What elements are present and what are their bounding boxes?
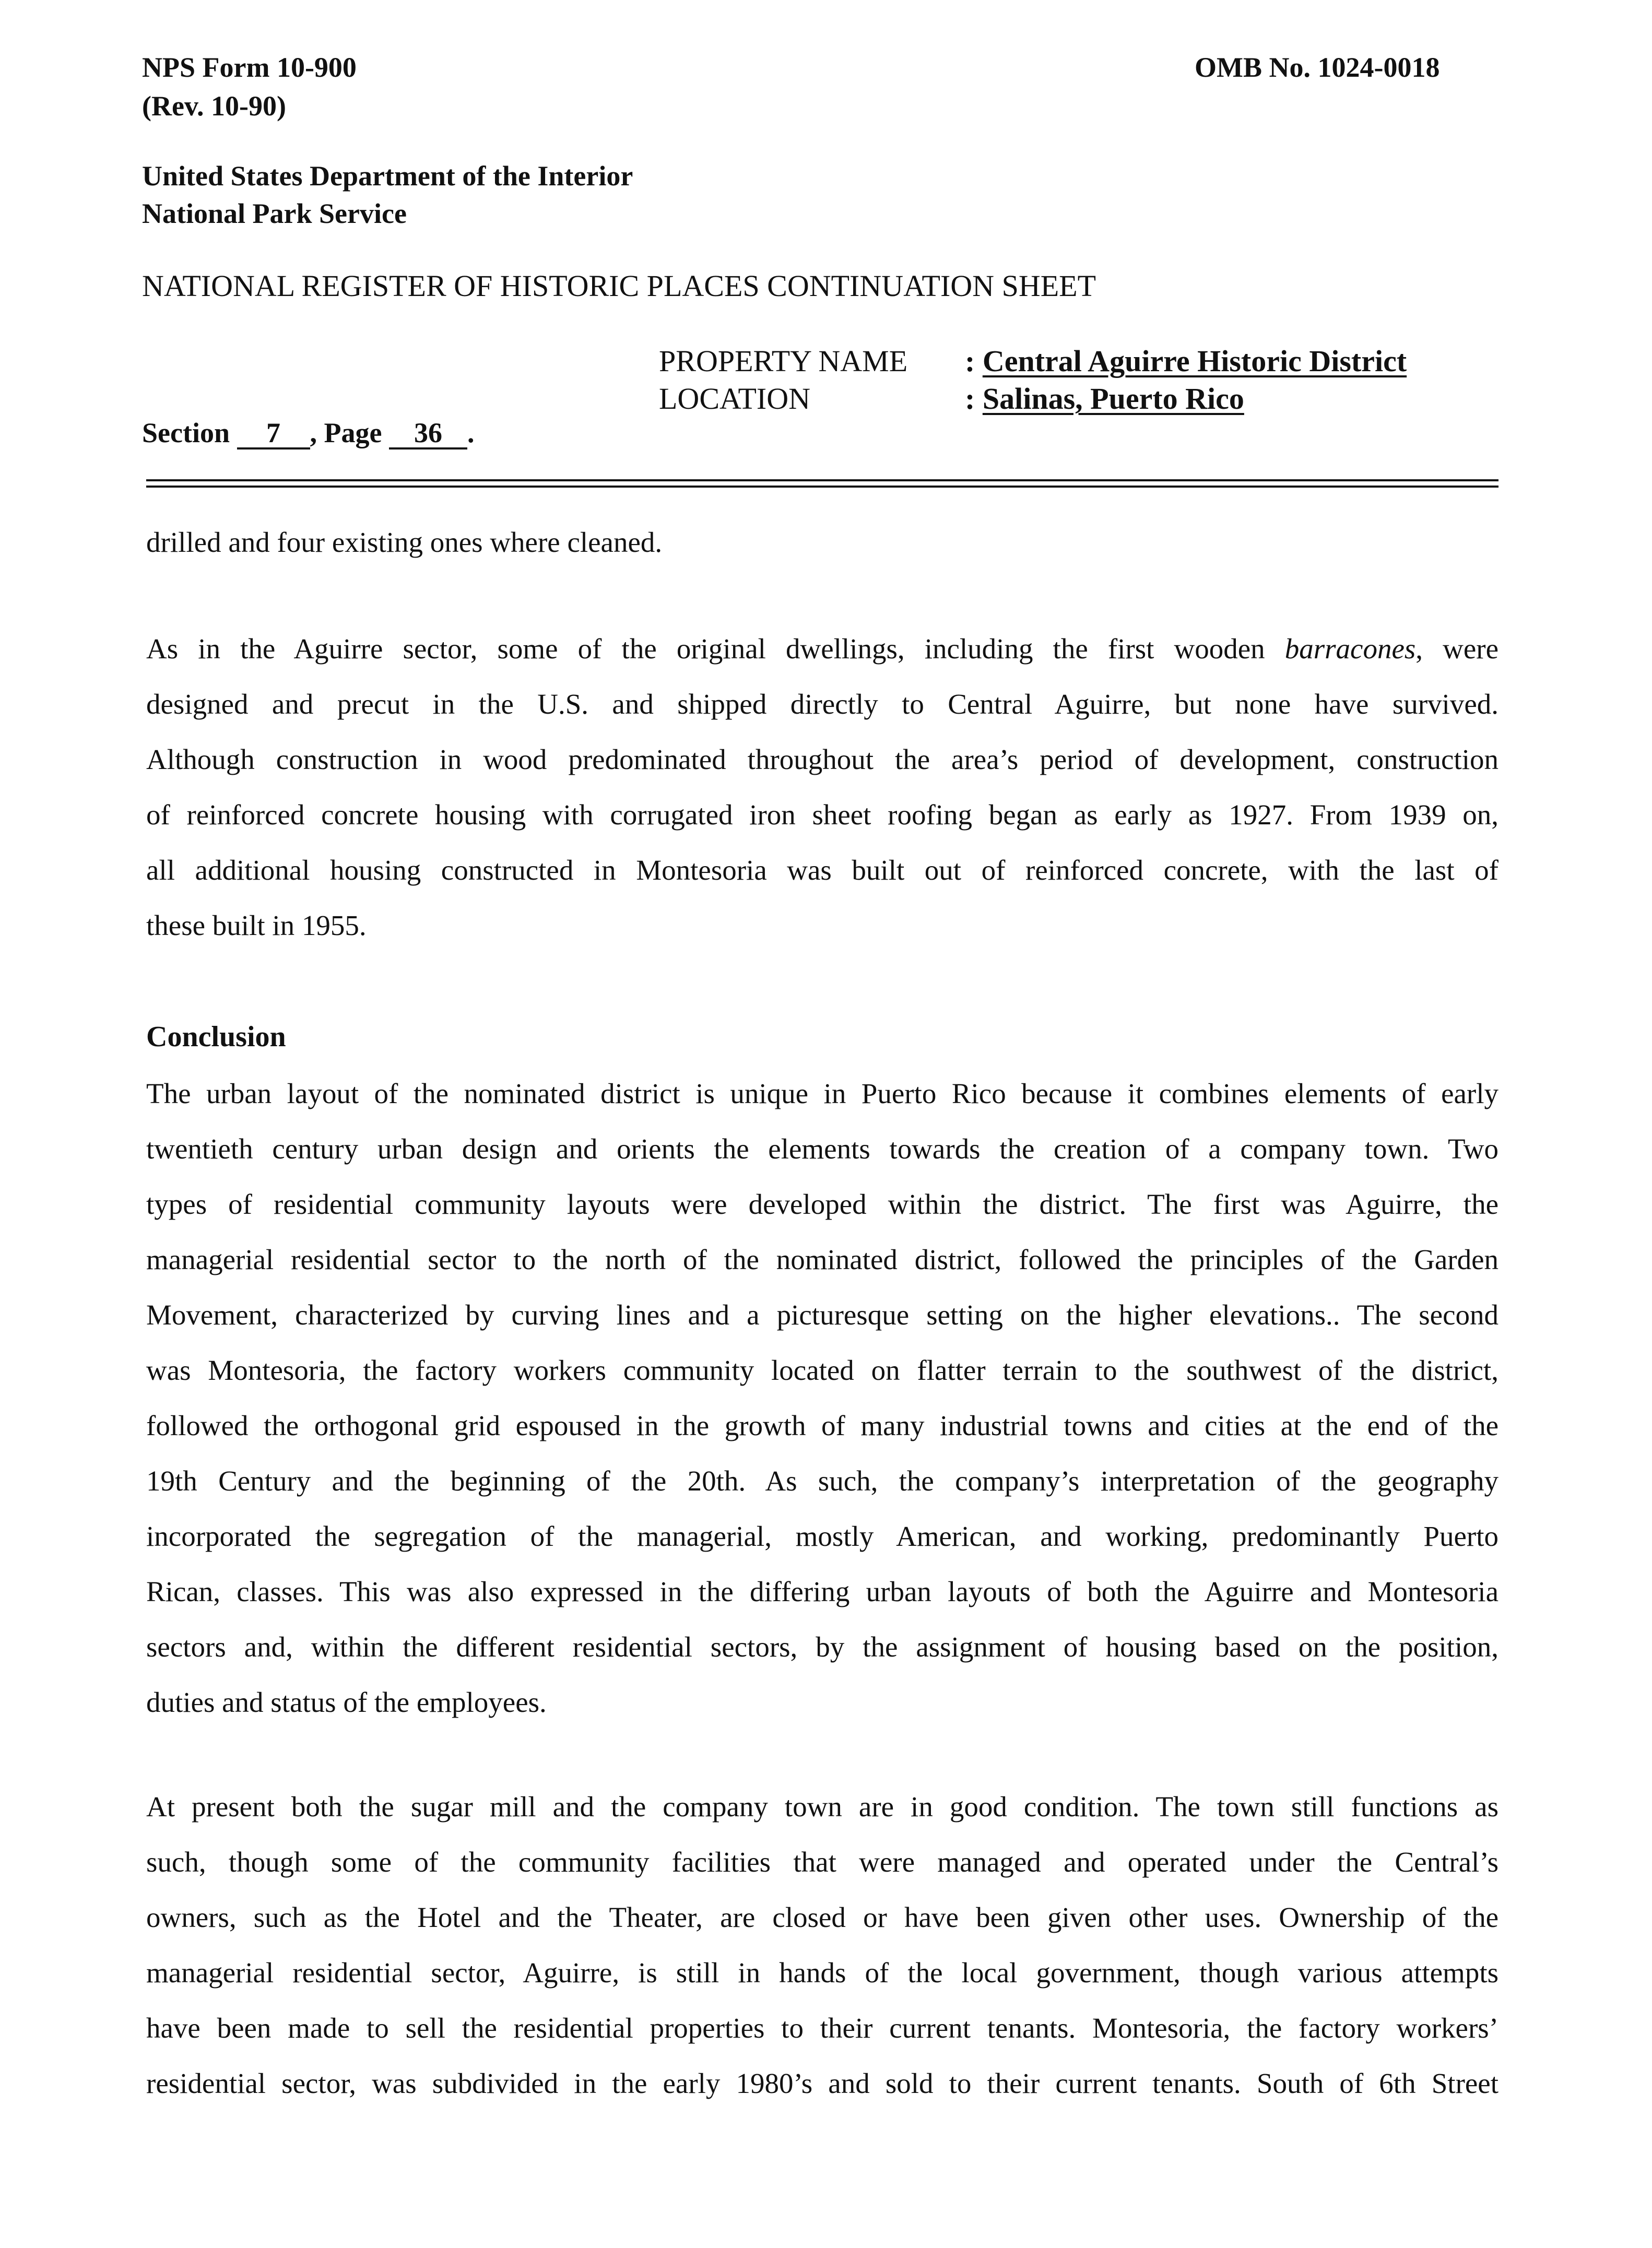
page-label: Page [324, 417, 382, 448]
paragraph-dwellings [146, 621, 1498, 953]
paragraph-present-condition [146, 1779, 1498, 2111]
paragraph-line: of reinforced concrete housing with corrugated iron sheet roofing began as early as 1927. From 1939 on, [146, 799, 1498, 831]
location-label: LOCATION [659, 382, 810, 416]
paragraph-line: sectors and, within the different residential sectors, by the assignment of housing based on the position, [146, 1631, 1498, 1663]
paragraph-line: Movement, characterized by curving lines and a picturesque setting on the higher elevations.. The second [146, 1299, 1498, 1331]
location-value: Salinas, Puerto Rico [982, 382, 1244, 416]
service-name: National Park Service [142, 198, 407, 229]
department-name: United States Department of the Interior [142, 160, 633, 192]
section-label: Section [142, 417, 230, 448]
conclusion-heading: Conclusion [146, 1021, 286, 1053]
section-number: 7 [237, 418, 310, 449]
paragraph-line: all additional housing constructed in Montesoria was built out of reinforced concrete, with the last of [146, 854, 1498, 886]
paragraph-line: designed and precut in the U.S. and shipped directly to Central Aguirre, but none have survived. [146, 688, 1498, 720]
paragraph-line: Rican, classes. This was also expressed in the differing urban layouts of both the Aguirre and Montesoria [146, 1576, 1498, 1607]
property-name-separator: : [965, 344, 975, 378]
property-name-label: PROPERTY NAME [659, 344, 908, 378]
page-number: 36 [389, 418, 467, 449]
paragraph-line: followed the orthogonal grid espoused in the growth of many industrial towns and cities at the end of the [146, 1410, 1498, 1441]
paragraph-line: drilled and four existing ones where cleaned. [146, 526, 663, 558]
paragraph-conclusion [146, 1066, 1498, 1730]
paragraph-continuation [146, 515, 1498, 570]
paragraph-line: residential sector, was subdivided in the early 1980’s and sold to their current tenants. South of 6th Street [146, 2067, 1498, 2099]
paragraph-line: The urban layout of the nominated district is unique in Puerto Rico because it combines elements of early [146, 1078, 1498, 1109]
paragraph-line: these built in 1955. [146, 909, 367, 941]
section-page-line: Section 7 , Page 36 . [142, 417, 475, 448]
header-rule-bottom [146, 486, 1498, 488]
paragraph-line: have been made to sell the residential properties to their current tenants. Montesoria, the factory workers’ [146, 2012, 1498, 2044]
form-revision: (Rev. 10-90) [142, 90, 286, 122]
paragraph-line: was Montesoria, the factory workers community located on flatter terrain to the southwest of the district, [146, 1354, 1498, 1386]
location-field [965, 378, 1244, 420]
paragraph-line: managerial residential sector, Aguirre, is still in hands of the local government, though various attempts [146, 1957, 1498, 1989]
paragraph-line: Although construction in wood predominated throughout the area’s period of development, construction [146, 743, 1498, 775]
form-number: NPS Form 10-900 [142, 52, 357, 83]
paragraph-line: At present both the sugar mill and the company town are in good condition. The town still functions as [146, 1791, 1498, 1823]
paragraph-line: such, though some of the community facilities that were managed and operated under the Central’s [146, 1846, 1498, 1878]
paragraph-line: As in the Aguirre sector, some of the original dwellings, including the first wooden barracones, were [146, 633, 1498, 665]
paragraph-line: managerial residential sector to the north of the nominated district, followed the principles of the Garden [146, 1244, 1498, 1275]
property-name-field [965, 340, 1407, 382]
paragraph-line: duties and status of the employees. [146, 1686, 547, 1718]
sheet-title: NATIONAL REGISTER OF HISTORIC PLACES CONTINUATION SHEET [142, 269, 1096, 303]
location-separator: : [965, 382, 975, 416]
paragraph-line: 19th Century and the beginning of the 20th. As such, the company’s interpretation of the geography [146, 1465, 1498, 1497]
paragraph-line: types of residential community layouts were developed within the district. The first was Aguirre, the [146, 1188, 1498, 1220]
omb-number: OMB No. 1024-0018 [1195, 52, 1440, 83]
paragraph-line: incorporated the segregation of the managerial, mostly American, and working, predominantly Puerto [146, 1520, 1498, 1552]
header-rule-top [146, 479, 1498, 481]
property-name-value: Central Aguirre Historic District [982, 344, 1407, 378]
paragraph-line: owners, such as the Hotel and the Theater, are closed or have been given other uses. Ownership of the [146, 1901, 1498, 1933]
paragraph-line: twentieth century urban design and orients the elements towards the creation of a company town. Two [146, 1133, 1498, 1165]
